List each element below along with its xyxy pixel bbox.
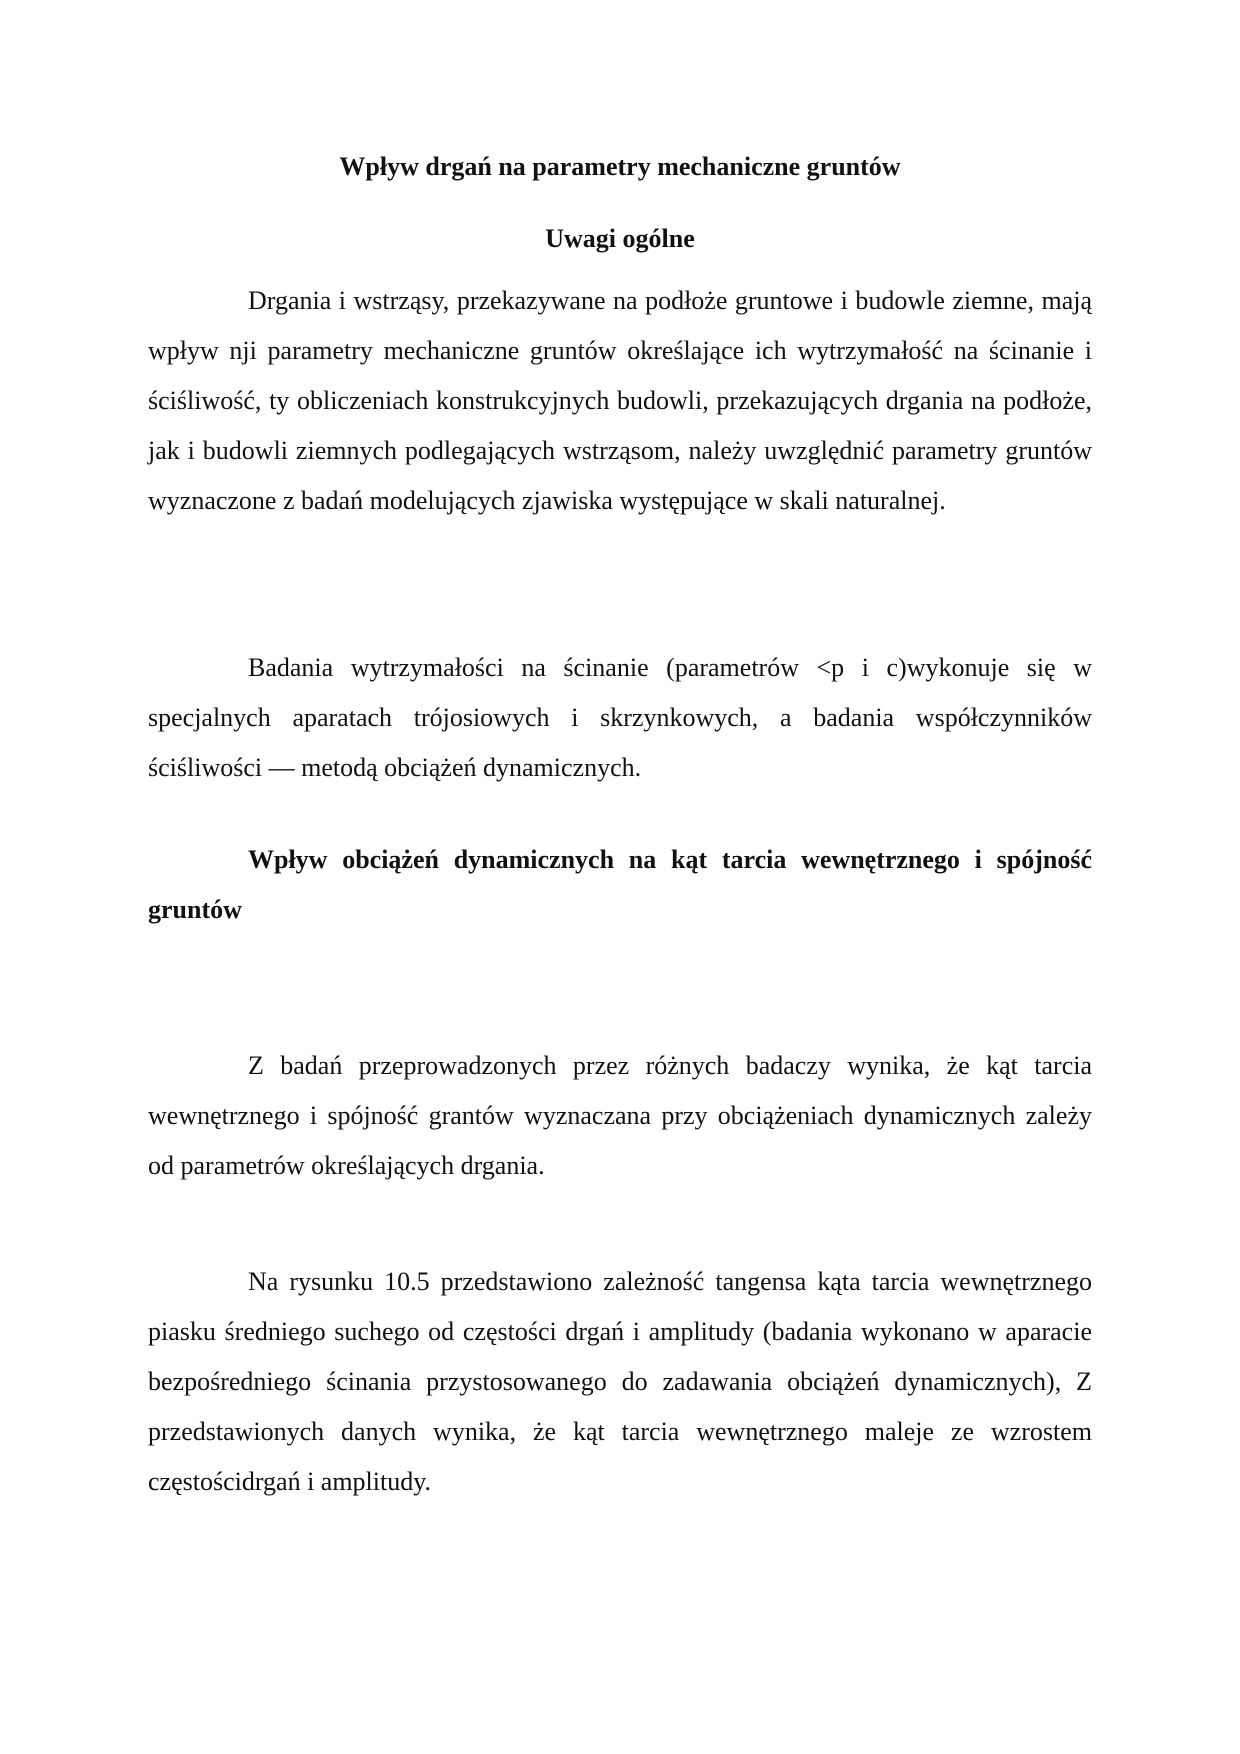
paragraph-research: Z badań przeprowadzonych przez różnych badaczy wynika, że kąt tarcia wewnętrznego i spójność grantów wyznaczana przy obciążeniach dynamicznych zależy od parametrów określających drgania. [148,1051,1092,1180]
document-title: Wpływ drgań na parametry mechaniczne gruntów [339,152,901,181]
document-subtitle: Uwagi ogólne [545,224,695,253]
paragraph-intro: Drgania i wstrząsy, przekazywane na podłoże gruntowe i budowle ziemne, mają wpływ nji parametry mechaniczne gruntów określające ich wytrzymałość na ścinanie i ściśliwość, ty obliczeniach konstrukcyjnych budowli, przekazujących drgania na podłoże, jak i budowli ziemnych podlegających wstrząsom, należy uwzględnić parametry gruntów wyznaczone z badań modelujących zjawiska występujące w skali naturalnej. [148,286,1092,515]
paragraph-shear-tests: Badania wytrzymałości na ścinanie (parametrów <p i c)wykonuje się w specjalnych aparatach trójosiowych i skrzynkowych, a badania współczynników ściśliwości — metodą obciążeń dynamicznych. [148,653,1092,782]
section-heading: Wpływ obciążeń dynamicznych na kąt tarcia wewnętrznego i spójność gruntów [148,845,1092,924]
paragraph-figure-ref: Na rysunku 10.5 przedstawiono zależność tangensa kąta tarcia wewnętrznego piasku średniego suchego od częstości drgań i amplitudy (badania wykonano w aparacie bezpośredniego ścinania przystosowanego do zadawania obciążeń dynamicznych), Z przedstawionych danych wynika, że kąt tarcia wewnętrznego maleje ze wzrostem częstościdrgań i amplitudy. [148,1267,1092,1496]
